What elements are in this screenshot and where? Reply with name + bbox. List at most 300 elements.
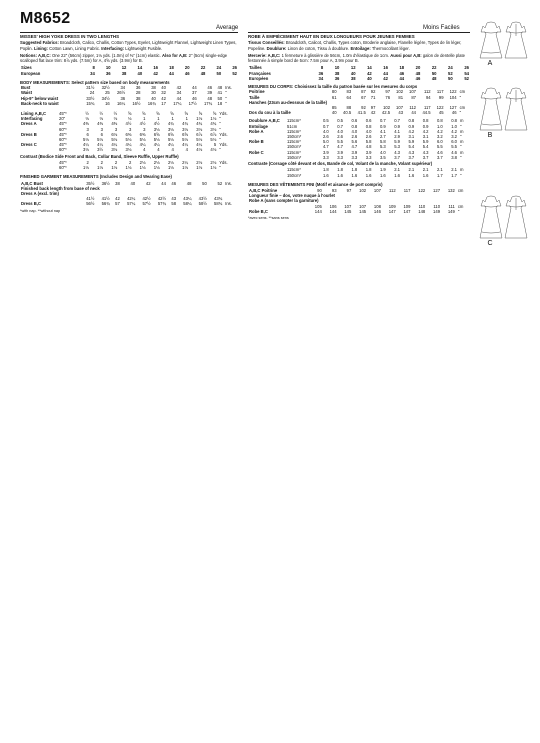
row-label: Lining A,B,C [21, 111, 46, 116]
table-cell: 36½ [101, 180, 110, 186]
table-cell: 2⅛ [167, 159, 174, 165]
unit-cell: m [460, 128, 464, 134]
table-cell: 40 [151, 95, 156, 101]
table-cell: 4¾ [196, 121, 203, 127]
table-cell: 3.3 [365, 154, 372, 160]
table-cell: 36 [334, 75, 340, 81]
table-cell: 144 [314, 208, 322, 214]
table-cell: ⅝ [212, 111, 217, 116]
row-label: Dress C [21, 142, 37, 148]
table-cell: 34 [90, 70, 95, 76]
french-column [248, 34, 470, 221]
table-cell: 107 [359, 203, 367, 209]
fabric-width: 60"* [59, 137, 67, 143]
table-cell: 146 [373, 208, 381, 214]
table-cell: 46 [184, 70, 190, 76]
row-label: Dress B,C [21, 201, 42, 207]
table-cell: 1.6 [351, 172, 358, 178]
fabric-width: 51cm [287, 123, 298, 129]
table-cell: 1⅛ [210, 165, 217, 171]
table-cell: 43¼ [183, 196, 192, 202]
table-cell: 40 [130, 180, 136, 186]
table-cell: 76 [385, 94, 391, 100]
table-cell: 24 [89, 90, 95, 96]
table-cell: 2 [114, 159, 118, 165]
table-cell: 3⅛ [153, 126, 160, 132]
table-cell: 38 [121, 70, 127, 76]
table-cell: 5⅛ [97, 137, 103, 143]
table-cell: 127 [433, 188, 441, 194]
contrast-title-en: Contrast (Bodice Side Front and Back, Collar Band, Sleeve Ruffle, Upper Ruffle) [20, 153, 179, 159]
table-cell: 112 [389, 188, 396, 194]
table-cell: 117 [436, 89, 444, 95]
table-cell: 40 [331, 110, 337, 116]
table-cell: 3⅛ [196, 126, 203, 132]
table-cell: 5.5 [451, 144, 458, 150]
row-label: Interfacing [21, 116, 43, 122]
table-cell: 3 [100, 126, 103, 132]
table-cell: 20 [184, 65, 190, 71]
row-label: A,B,C Poitrine [249, 188, 278, 194]
table-cell: 3 [143, 126, 146, 132]
table-cell: 34 [120, 85, 126, 91]
notions-fr [248, 53, 470, 64]
table-cell: 14 [367, 65, 372, 71]
table-cell: 58¼ [183, 201, 192, 207]
table-cell: 61 [331, 94, 337, 100]
difficulty-en: Average [216, 25, 239, 31]
table-cell: 42 [367, 70, 372, 76]
table-cell: 28 [135, 90, 141, 96]
table-cell: 46 [451, 110, 457, 116]
table-cell: 44 [161, 180, 166, 186]
fabric-width: 60"* [59, 126, 67, 132]
interfacing-text-fr: Thermocollant léger. [371, 45, 410, 51]
table-cell: 4.7 [337, 144, 344, 150]
table-cell: 40 [350, 70, 356, 76]
table-cell: 4.1 [394, 128, 401, 134]
table-cell: 5.9 [422, 139, 429, 145]
table-cell: 52 [217, 180, 223, 186]
table-cell: 6 [86, 131, 89, 137]
row-label: Hanches (23cm au-dessous de la taille) [249, 99, 327, 105]
table-cell: 50 [217, 95, 223, 101]
table-cell: 17¾ [203, 100, 213, 106]
row-label: Dress B [21, 131, 37, 137]
table-cell: 5.5 [337, 139, 344, 145]
table-cell: 42½ [142, 196, 151, 202]
row-label: Entoilage [249, 123, 268, 129]
contrast-title-fr: Contraste (Corsage côté devant et dos, Bande de col, Volant de la manche, Volant supérieur) [248, 161, 433, 167]
table-cell: 109 [388, 203, 396, 209]
table-cell: 50 [216, 70, 222, 76]
fabric-width: 20" [59, 116, 66, 122]
table-cell: 2.6 [351, 134, 358, 140]
row-label: Robe B,C [249, 208, 268, 214]
table-cell: 2⅛ [210, 159, 217, 165]
table-cell: 107 [373, 188, 381, 194]
table-cell: 42 [176, 85, 182, 91]
table-cell: 1 [171, 116, 174, 122]
unit-cell: m [460, 149, 464, 155]
table-cell: 4.7 [351, 144, 358, 150]
table-cell: 18 [169, 65, 174, 71]
table-cell: 97 [346, 188, 352, 194]
table-cell: 4¾ [167, 121, 174, 127]
table-cell: 5⅛ [210, 137, 217, 143]
interfacing-label-en: Interfacing: [101, 45, 125, 51]
view-a [479, 20, 529, 82]
contrast-table-fr [248, 167, 470, 177]
table-cell: 2.1 [394, 167, 401, 173]
table-cell: 58¾ [214, 201, 223, 207]
table-cell: 0.9 [394, 123, 401, 129]
table-cell: 148 [418, 208, 426, 214]
table-cell: 112 [409, 105, 416, 110]
row-label: European [21, 70, 41, 76]
table-cell: 1.6 [408, 172, 415, 178]
row-label: Poitrine [249, 89, 265, 95]
table-cell: 2 [128, 159, 132, 165]
notions-label-en: Notions: A,B,C: [20, 52, 51, 58]
table-cell: 56¾ [101, 201, 110, 207]
unit-cell: " [459, 94, 462, 100]
table-cell: 43 [398, 110, 404, 116]
table-cell: 5.3 [394, 144, 401, 150]
table-cell: 5⅛ [196, 137, 203, 143]
table-cell: 92 [370, 89, 376, 95]
table-cell: 99 [438, 94, 444, 100]
view-c [479, 194, 529, 298]
table-cell: 0.8 [365, 123, 372, 129]
table-cell: 147 [403, 208, 411, 214]
table-cell: 57¾ [157, 201, 166, 207]
table-cell: 56½ [86, 201, 95, 207]
table-cell: 16¼ [116, 100, 126, 106]
table-cell: 4 [185, 147, 188, 153]
table-cell: 5⅛ [167, 137, 174, 143]
unit-cell: " [225, 95, 227, 101]
table-cell: 5.8 [365, 139, 372, 145]
table-cell: 42 [383, 75, 388, 81]
table-cell: ⅛ [99, 116, 103, 122]
table-cell: 4 [143, 147, 146, 153]
fabric-width: 115cm* [287, 149, 301, 155]
table-cell: 30 [151, 90, 156, 96]
table-cell: 4.6 [451, 149, 458, 155]
table-cell: 1⅛ [139, 165, 146, 171]
table-cell: 1⅛ [196, 165, 203, 171]
unit-cell: Ins. [225, 180, 232, 186]
table-cell: 6.0 [451, 139, 458, 145]
body-table-fr [248, 89, 470, 115]
table-cell: 1.0 [451, 123, 458, 129]
table-cell: 43½ [198, 196, 207, 202]
yardage-table-fr [248, 118, 470, 160]
table-cell: 1 [185, 116, 188, 122]
table-cell: 22 [431, 65, 437, 71]
table-cell: 5⅛ [182, 137, 188, 143]
table-cell: ⅝ [127, 111, 132, 116]
table-cell: 18 [399, 65, 405, 71]
table-cell: 102 [359, 188, 367, 194]
unit-cell: " [219, 147, 221, 153]
table-cell: 71 [370, 94, 376, 100]
table-cell: 46 [192, 95, 197, 101]
lining-label-fr: Doublure: [266, 45, 287, 51]
fabrics-en [20, 40, 238, 51]
table-cell: 93 [331, 188, 337, 194]
table-cell: 0.5 [337, 118, 344, 124]
table-cell: 20 [415, 65, 421, 71]
unit-cell: cm [459, 105, 466, 110]
table-cell: 1.6 [379, 172, 386, 178]
table-cell: 16½ [132, 100, 141, 106]
row-label: Robe C [249, 149, 264, 155]
table-cell: 1.6 [394, 172, 401, 178]
table-cell: 34 [176, 90, 182, 96]
unit-cell: m [460, 139, 464, 145]
table-cell: 42 [145, 180, 151, 186]
table-cell: 3.7 [436, 154, 443, 160]
table-cell: 52 [464, 75, 469, 81]
row-label: A,B,C Bust [21, 180, 43, 186]
row-label: Finished back length from base of neck [21, 185, 100, 191]
table-cell: 108 [373, 203, 381, 209]
table-cell: 41½ [86, 196, 95, 202]
view-illustrations [479, 20, 529, 302]
table-cell: 6⅝ [182, 131, 188, 137]
table-cell: 127 [449, 105, 457, 110]
table-cell: 3⅛ [83, 147, 89, 153]
table-cell: 1.8 [337, 167, 344, 173]
table-cell: 8 [320, 65, 324, 71]
table-cell: 16¾ [147, 100, 156, 106]
table-cell: 5.9 [408, 139, 415, 145]
table-cell: 4.0 [365, 128, 372, 134]
table-cell: 4¾ [182, 121, 188, 127]
table-cell: 2.1 [408, 167, 415, 173]
fabric-width: 115cm* [287, 167, 301, 173]
table-cell: 4¼ [83, 142, 89, 148]
fabrics-label-en: Suggested Fabrics: [20, 40, 59, 46]
table-cell: 5.8 [379, 139, 386, 145]
table-cell: 32½ [101, 85, 110, 91]
table-cell: 102 [383, 105, 391, 110]
table-cell: 10 [334, 65, 340, 71]
table-cell: 4¼ [196, 142, 203, 148]
table-cell: 87 [411, 94, 416, 100]
table-cell: 1⅛ [182, 165, 188, 171]
unit-cell: " [460, 134, 462, 140]
table-cell: 0.7 [394, 118, 401, 124]
table-cell: 5.9 [394, 139, 401, 145]
table-cell: 42.5 [381, 110, 391, 116]
yardage-table-en [20, 111, 238, 153]
lining-text-en: Cotton Lawn, Lining Fabric. [49, 45, 101, 51]
table-cell: 0.6 [365, 118, 372, 124]
table-cell: 1.8 [365, 167, 372, 173]
interfacing-text-en: Lightweight Fusible. [125, 45, 163, 51]
table-cell: 97 [370, 105, 376, 110]
table-cell: 40 [137, 70, 143, 76]
table-cell: 102 [396, 89, 404, 95]
table-cell: 2.6 [322, 134, 329, 140]
table-cell: 36 [120, 95, 126, 101]
unit-cell: Yds. [219, 159, 228, 165]
unit-cell: " [225, 100, 227, 106]
fabric-width: 45"* [59, 121, 67, 127]
notions-text-fr: 1 fermeture à glissière de 56cm, 1.0m d'élastique de 1cm. [281, 52, 390, 58]
notions-also-text-fr: galon de dentelle plate festonnée à simple bord de 5cm: 7.5m pour A, 3.9m pour B. [248, 52, 465, 64]
table-cell: 54 [464, 70, 469, 76]
unit-cell: " [460, 123, 462, 129]
table-cell: 43 [171, 196, 177, 202]
table-cell: 4.0 [337, 128, 344, 134]
finished-title-fr: MESURES DES VÊTEMENTS FINI (Motif et aisance de port compris) [248, 181, 383, 187]
table-cell: 22 [200, 65, 206, 71]
table-cell: 57¼ [127, 201, 136, 207]
table-cell: 50 [202, 180, 207, 186]
table-cell: 3.2 [451, 134, 458, 140]
difficulty-fr: Moins Faciles [423, 25, 460, 31]
row-label [248, 155, 286, 160]
unit-cell: cm [457, 203, 464, 209]
notions-also-label-en: Also for A,B: [162, 52, 188, 58]
table-cell: 34 [318, 75, 324, 81]
pattern-number: M8652 [20, 10, 71, 27]
table-cell: 42 [153, 70, 158, 76]
table-cell: 4⅛ [196, 147, 203, 153]
table-cell: ½ [113, 111, 118, 116]
unit-cell: " [457, 208, 460, 214]
table-cell: 2.1 [422, 167, 429, 173]
table-cell: 92 [361, 105, 366, 110]
table-cell: 5 [213, 142, 217, 148]
table-cell: 4.2 [436, 128, 443, 134]
fabric-width: 60"* [59, 165, 67, 171]
table-cell: 48 [207, 95, 213, 101]
table-cell: 17½ [188, 100, 197, 106]
body-title-fr: MESURES DU CORPS: [248, 84, 294, 90]
table-cell: 36 [135, 85, 141, 91]
table-cell: 4.1 [379, 128, 386, 134]
table-row [248, 155, 470, 160]
table-cell: 4.3 [408, 149, 415, 155]
row-label: Back-neck to waist [21, 100, 59, 106]
table-cell: 12 [350, 65, 356, 71]
fabric-width: 60"* [59, 147, 67, 153]
table-cell: 1⅛ [153, 165, 160, 171]
table-cell: 1⅛ [83, 165, 89, 171]
table-cell: 33½ [86, 95, 95, 101]
unit-cell: " [219, 121, 221, 127]
table-cell: 0.7 [322, 123, 329, 129]
table-cell: 39 [207, 90, 213, 96]
table-cell: 44 [411, 110, 416, 116]
table-cell: 64 [346, 94, 352, 100]
table-cell: 4⅜ [97, 121, 103, 127]
row-label: Robe A [249, 128, 264, 134]
unit-cell: Yds. [219, 142, 228, 148]
table-cell: 3.7 [408, 154, 415, 160]
table-cell: 0.8 [451, 118, 458, 124]
table-cell: 5.4 [422, 144, 429, 150]
table-cell: 3.9 [365, 149, 372, 155]
table-cell: 46 [415, 75, 421, 81]
fabric-width: 150cm* [287, 154, 302, 160]
table-cell: 46 [207, 85, 213, 91]
table-cell: 6⅝ [153, 131, 160, 137]
table-cell: 8 [92, 65, 95, 71]
row-label: Dos du cou à la taille [249, 110, 291, 116]
table-cell: 50 [448, 75, 453, 81]
row-label: Waist [21, 90, 33, 96]
table-cell: 4½ [139, 121, 146, 127]
row-label: Dress A [21, 121, 37, 127]
lining-label-en: Lining: [33, 45, 48, 51]
unit-cell: m [460, 118, 464, 124]
table-cell: 6.0 [436, 139, 443, 145]
table-cell: 42 [115, 196, 120, 202]
table-cell: 4⅜ [111, 121, 118, 127]
table-cell: 52 [232, 70, 237, 76]
table-cell: 0.5 [322, 118, 329, 124]
table-cell: 24 [216, 65, 222, 71]
row-label: Hip-9" below waist [21, 95, 59, 101]
fabric-width: 115cm* [287, 128, 301, 134]
table-cell: 4½ [125, 121, 132, 127]
table-cell: 3.3 [322, 154, 329, 160]
table-cell: 3⅛ [210, 126, 217, 132]
unit-cell: Yds. [219, 131, 228, 137]
table-cell: 1⅛ [210, 116, 217, 122]
table-cell: ⅛ [127, 116, 132, 122]
table-cell: 4¼ [97, 142, 103, 148]
row-label: Robe B [249, 139, 264, 145]
header-rule-en [20, 32, 238, 33]
table-cell: 4⅛ [210, 147, 217, 153]
table-cell: 41.5 [357, 110, 366, 116]
footnote-fr: *avec sens. **sans sens [248, 216, 289, 221]
table-cell: 1 [143, 116, 146, 122]
table-cell: 38 [350, 75, 356, 81]
table-cell: 36 [318, 70, 324, 76]
table-cell: 3.8 [451, 154, 458, 160]
table-cell: 6⅞ [210, 131, 217, 137]
table-cell: ⅝ [184, 111, 188, 116]
unit-cell: " [459, 110, 462, 116]
table-cell: 4 [171, 147, 174, 153]
table-cell: 5⅛ [153, 137, 160, 143]
unit-cell: " [460, 144, 462, 150]
table-cell: 44 [176, 95, 182, 101]
table-cell: 48 [431, 75, 437, 81]
table-cell: 1 [157, 116, 160, 122]
table-cell: 38 [135, 95, 141, 101]
table-cell: 110 [418, 203, 426, 209]
table-cell: 44 [169, 70, 174, 76]
table-cell: 4.8 [365, 144, 372, 150]
table-cell: 117 [423, 105, 431, 110]
table-cell: 122 [449, 89, 457, 95]
table-cell: ½ [99, 111, 103, 116]
table-cell: 110 [433, 203, 441, 209]
unit-cell: " [219, 126, 221, 132]
table-cell: 57½ [142, 201, 151, 207]
table-cell: 48 [415, 70, 421, 76]
table-cell: 4½ [153, 121, 160, 127]
